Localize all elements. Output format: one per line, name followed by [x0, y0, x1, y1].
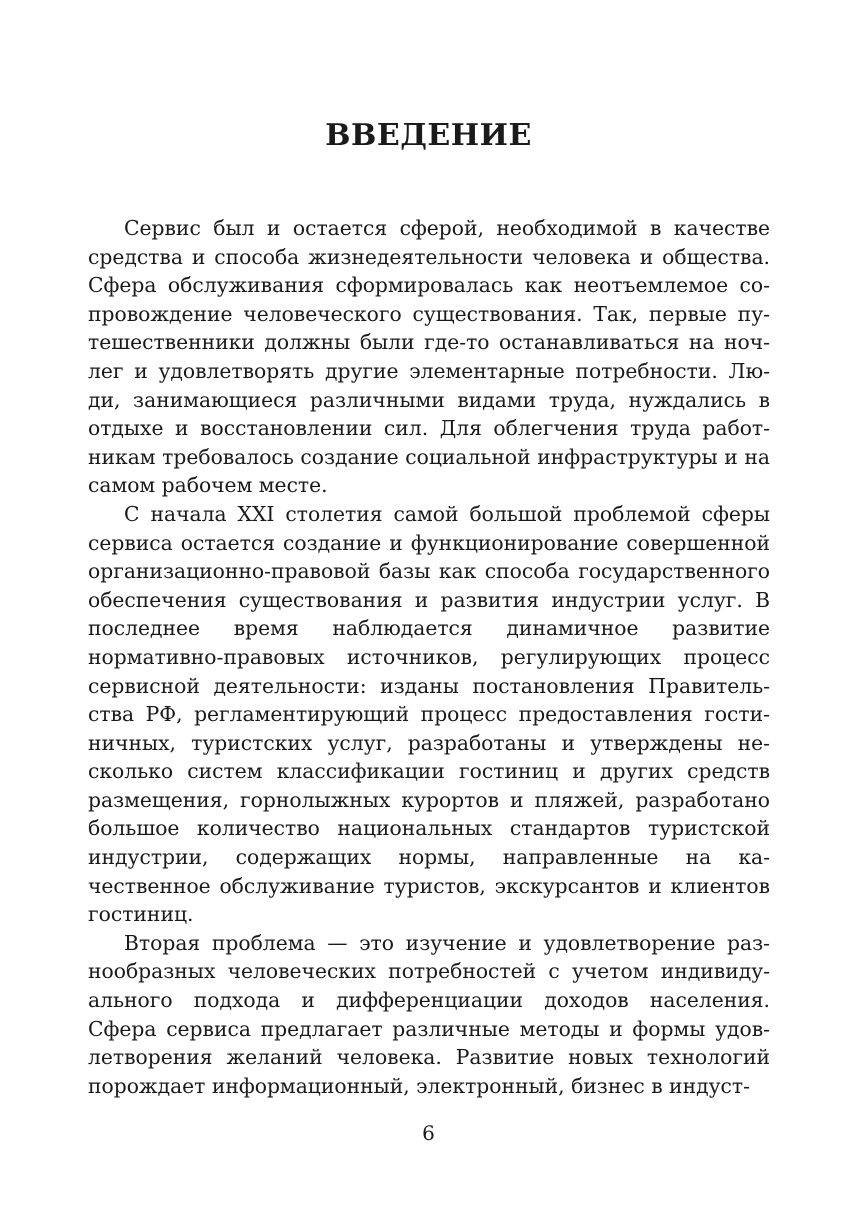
paragraph-2: С начала XXI столетия самой большой проблемой сферы сервиса остается создание и функционирование совершенной организационно-правовой базы как способа государственного обеспечения существования и развития индустрии услуг. В последнее время наблюдается динамичное развитие нормативно-правовых источников, регулирующих процесс сервисной деятельности: изданы постановления Правительства РФ, регламентирующий процесс предоставления гостиничных, туристских услуг, разработаны и утверждены несколько систем классификации гостиниц и других средств размещения, горнолыжных курортов и пляжей, разработано большое количество национальных стандартов туристской индустрии, содержащих нормы, направленные на качественное обслуживание туристов, экскурсантов и клиентов гостиниц. [88, 501, 770, 927]
body-text [88, 214, 770, 1100]
chapter-heading: ВВЕДЕНИЕ [325, 118, 532, 153]
paragraph-1: Сервис был и остается сферой, необходимой в качестве средства и способа жизнедеятельности человека и общества. Сфера обслуживания сформировалась как неотъемлемое сопровождение человеческого существования. Так, первые путешественники должны были где-то останавливаться на ночлег и удовлетворять другие элементарные потребности. Люди, занимающиеся различными видами труда, нуждались в отдыхе и восстановлении сил. Для облегчения труда работникам требовалось создание социальной инфраструктуры и на самом рабочем месте. [88, 216, 770, 498]
page-number: 6 [422, 1121, 435, 1145]
paragraph-3: Вторая проблема — это изучение и удовлетворение разнообразных человеческих потребностей с учетом индивидуального подхода и дифференциации доходов населения. Сфера сервиса предлагает различные методы и формы удовлетворения желаний человека. Развитие новых технологий порождает информационный, электронный, бизнес в индуст- [88, 930, 770, 1098]
